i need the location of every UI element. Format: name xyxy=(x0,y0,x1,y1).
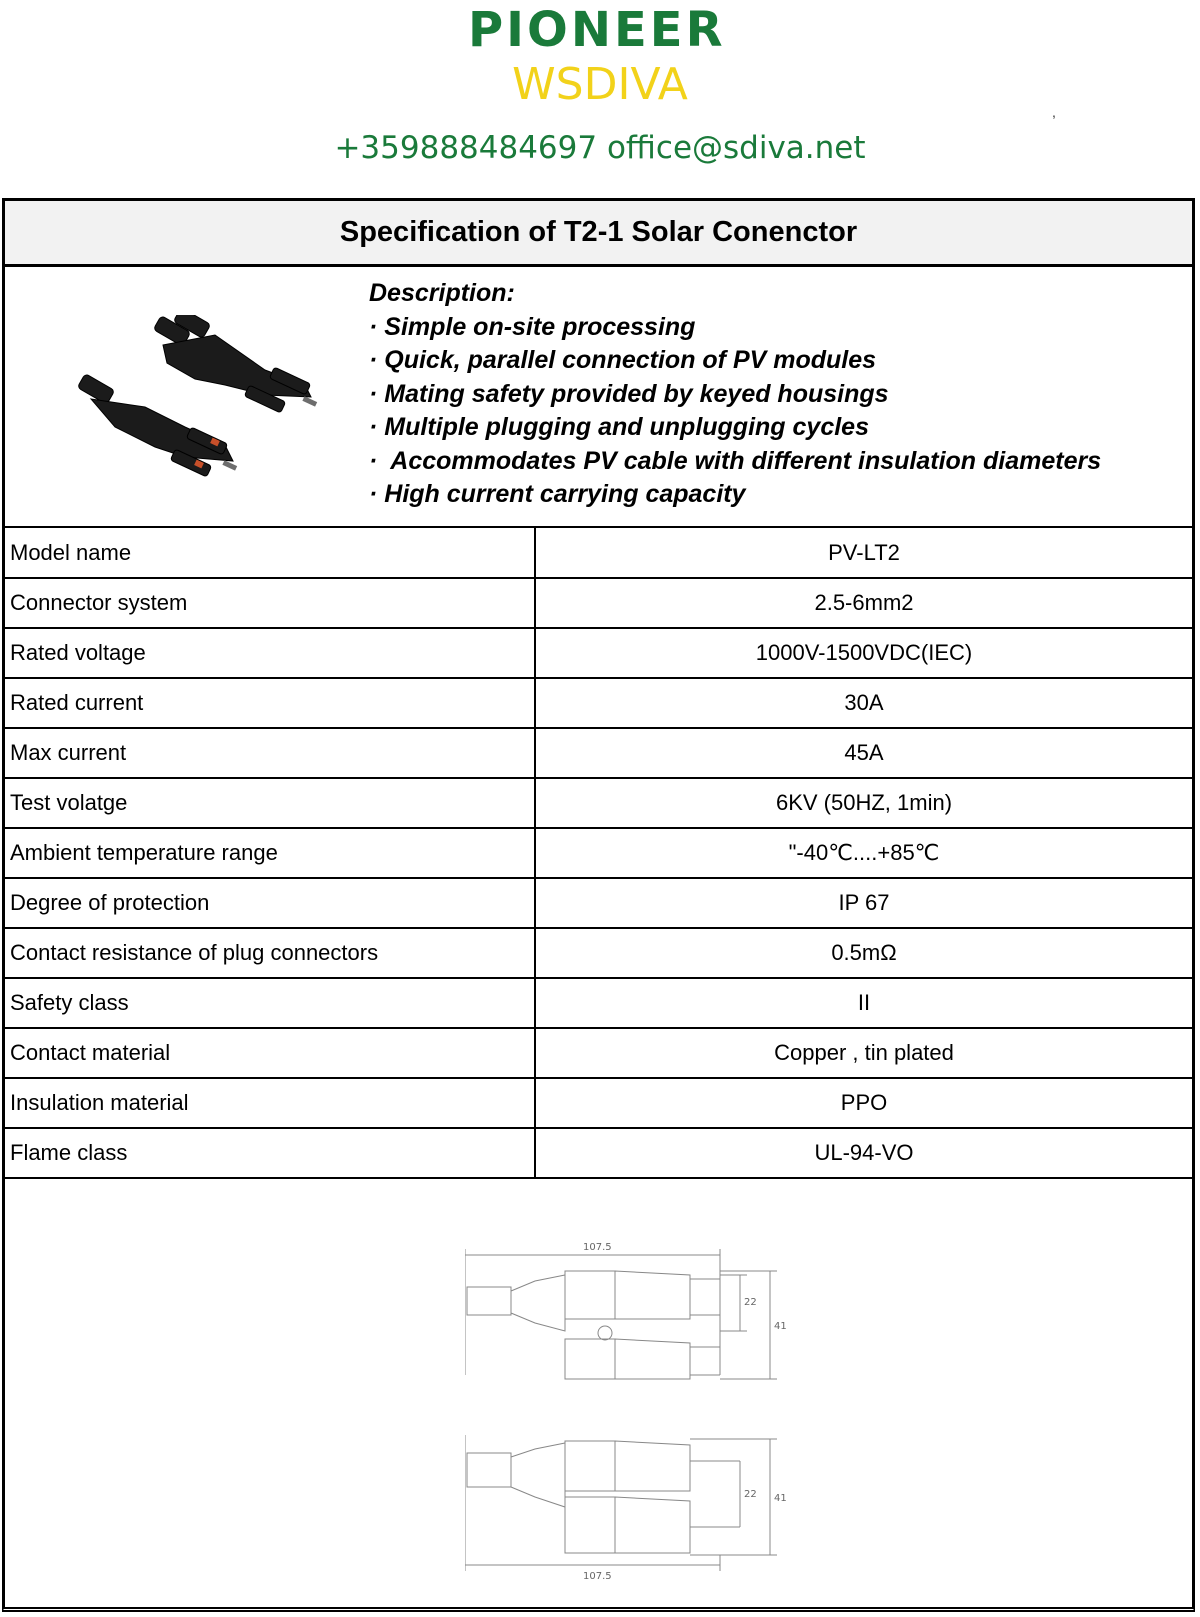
spec-value: IP 67 xyxy=(535,878,1192,928)
table-row xyxy=(5,978,1192,1028)
dimension-label: 22 xyxy=(744,1489,757,1500)
spec-label: Ambient temperature range xyxy=(5,828,535,878)
stray-mark: , xyxy=(1052,104,1056,120)
table-row xyxy=(5,928,1192,978)
spec-label: Connector system xyxy=(5,578,535,628)
spec-value: 0.5mΩ xyxy=(535,928,1192,978)
description-bullet: · High current carrying capacity xyxy=(369,480,746,508)
table-row xyxy=(5,1128,1192,1178)
description-bullet: · Mating safety provided by keyed housings xyxy=(369,379,889,408)
product-photo xyxy=(75,315,335,495)
dimension-label: 41 xyxy=(774,1493,787,1504)
description-bullet: · Accommodates PV cable with different insulation diameters xyxy=(369,446,1102,475)
spec-label: Flame class xyxy=(5,1128,535,1178)
table-row xyxy=(5,678,1192,728)
spec-label: Degree of protection xyxy=(5,878,535,928)
spec-value: II xyxy=(535,978,1192,1028)
brand-header xyxy=(0,0,1200,190)
spec-value: PV-LT2 xyxy=(535,528,1192,578)
table-row xyxy=(5,728,1192,778)
description-bullet: · Simple on-site processing xyxy=(369,312,696,341)
spec-label: Rated current xyxy=(5,678,535,728)
table-row xyxy=(5,878,1192,928)
description-section xyxy=(5,267,1192,528)
description-bullet: · Multiple plugging and unplugging cycles xyxy=(369,413,869,441)
spec-label: Safety class xyxy=(5,978,535,1028)
table-row xyxy=(5,828,1192,878)
description-text xyxy=(369,277,1101,512)
spec-value: 6KV (50HZ, 1min) xyxy=(535,778,1192,828)
spec-value: PPO xyxy=(535,1078,1192,1128)
sub-brand-name: WSDIVA xyxy=(512,59,688,110)
dimension-label: 22 xyxy=(744,1297,757,1308)
spec-label: Insulation material xyxy=(5,1078,535,1128)
spec-table xyxy=(5,528,1192,1179)
description-heading: Description: xyxy=(369,279,515,307)
brand-logo: PIONEER xyxy=(468,2,726,58)
table-row xyxy=(5,528,1192,578)
contact-line: +359888484697 office@sdiva.net xyxy=(334,130,866,166)
spec-value: Copper , tin plated xyxy=(535,1028,1192,1078)
spec-value: 45A xyxy=(535,728,1192,778)
table-row xyxy=(5,628,1192,678)
dimension-label: 107.5 xyxy=(583,1242,612,1253)
spec-value: 30A xyxy=(535,678,1192,728)
spec-label: Model name xyxy=(5,528,535,578)
table-row xyxy=(5,1078,1192,1128)
spec-label: Contact resistance of plug connectors xyxy=(5,928,535,978)
spec-label: Test volatge xyxy=(5,778,535,828)
table-row xyxy=(5,1028,1192,1078)
spec-sheet xyxy=(2,198,1195,1612)
dimension-label: 41 xyxy=(774,1321,787,1332)
spec-label: Rated voltage xyxy=(5,628,535,678)
table-row xyxy=(5,778,1192,828)
spec-value: UL-94-VO xyxy=(535,1128,1192,1178)
table-row xyxy=(5,578,1192,628)
spec-value: 2.5-6mm2 xyxy=(535,578,1192,628)
dimension-drawing xyxy=(465,1235,805,1605)
description-bullet: · Quick, parallel connection of PV modules xyxy=(369,346,877,374)
dimension-label: 107.5 xyxy=(583,1571,612,1582)
spec-label: Contact material xyxy=(5,1028,535,1078)
sheet-title: Specification of T2-1 Solar Conenctor xyxy=(5,201,1192,267)
spec-label: Max current xyxy=(5,728,535,778)
spec-value: "-40℃....+85℃ xyxy=(535,828,1192,878)
spec-value: 1000V-1500VDC(IEC) xyxy=(535,628,1192,678)
